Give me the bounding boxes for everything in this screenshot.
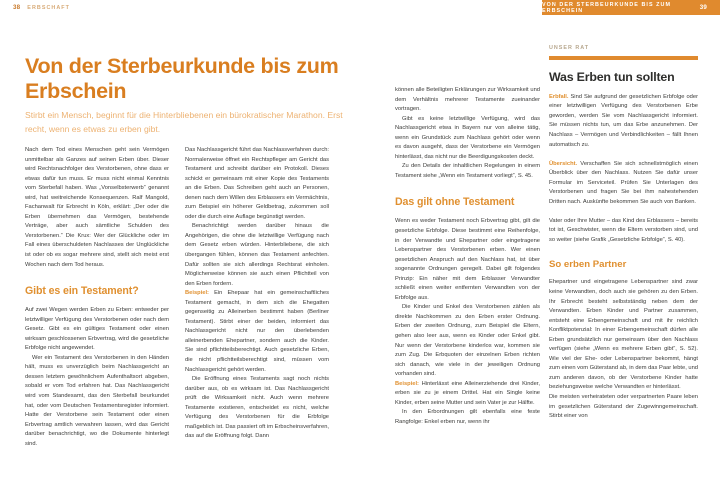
body-column-1 bbox=[25, 146, 169, 449]
body-column-2 bbox=[185, 146, 329, 442]
sidebar-body bbox=[549, 93, 698, 422]
body-column-3 bbox=[395, 86, 540, 428]
example-text: Ein Ehepaar hat ein gemeinschaftliches Testament gemacht, in dem sich die Ehegatten gegenseitig zu Alleinerben bestimmt haben (Berliner Testament). Stirbt einer der beiden, informiert das Nachlassgericht nicht nur den überlebenden alleinerbenden Ehepartner, sondern auch die Kinder. Sie sind pflichtteilsberechtigt. Auch gesetzliche Erben, die nicht pflichtteilsberechtigt sind, müssen vom Nachlassgericht gehört werden. bbox=[185, 290, 329, 373]
paragraph: Wenn es weder Testament noch Erbvertrag gibt, gilt die gesetzliche Erbfolge. Diese bestimmt eine Reihenfolge, in der Verwandte und Ehepartner oder eingetragene Lebenspartner des Verstorbenen erben. Wer einen gesetzlichen Anspruch auf den Nachlass hat, ist über sogenannte Ordnungen geregelt. Dabei gilt folgendes Prinzip: Ein näher mit dem Erblasser Verwandter schließt einen weiter entfernten Verwandten von der Erbfolge aus. bbox=[395, 218, 540, 301]
section-label-right: VON DER STERBEURKUNDE BIS ZUM ERBSCHEIN bbox=[542, 1, 671, 14]
paragraph: können alle Beteiligten Erklärungen zur Wirksamkeit und dem Verhältnis mehrerer Testamente zueinander vortragen. bbox=[395, 87, 540, 113]
paragraph: Ehepartner und eingetragene Lebenspartner sind zwar keine Verwandten, doch auch sie gehören zu den Erben. Ihr Erbrecht besteht selbstständig neben dem der Verwandten. Erben Kinder und Partner zusammen, entsteht eine Erbengemeinschaft und mit ihr reichlich Konfliktpotenzial: In einer Erbengemeinschaft dürfen alle Erben grundsätzlich nur gemeinsam über den Nachlass verfügen (siehe „Wenn es mehrere Erben gibt“, S. 52). Wie viel der Ehe- oder Lebenspartner bekommt, hängt zum einen vom Güterstand ab, in dem das Paar lebte, und zum anderen davon, ob der Verstorbene Kinder hatte beziehungsweise welche Verwandten er hinterlässt. bbox=[549, 279, 698, 391]
sidebar-rule bbox=[549, 56, 698, 60]
page-title: Von der Sterbeurkunde bis zum Erbschein bbox=[25, 54, 339, 104]
paragraph: Zu den Details der inhaltlichen Regelungen in einem Testament siehe „Wenn ein Testament vorliegt“, S. 45. bbox=[395, 163, 540, 179]
example-label: Beispiel: bbox=[395, 380, 419, 387]
example-label: Beispiel: bbox=[185, 290, 209, 297]
paragraph: Wer ein Testament des Verstorbenen in den Händen hält, muss es unverzüglich beim Nachlassgericht an dessen letztem gewöhnlichem Aufenthaltsort abgeben, sobald er vom Tod erfahren hat. Das Nachlassgericht wird vom Standesamt, das den Sterbefall beurkundet hat, oder vom Deutschen Testamentsregister informiert. Hatte der Verstorbene sein Testament oder einen Erbvertrag amtlich verwahren lassen, wird das Gericht darüber benachrichtigt, wo die Dokumente hinterlegt sind. bbox=[25, 354, 169, 447]
sidebar-item-label: Erbfall. bbox=[549, 93, 569, 100]
paragraph: Auf zwei Wegen werden Erben zu Erben: entweder per letztwilliger Verfügung des Verstorbenen oder nach dem Gesetz. Gibt es ein gültiges Testament oder einen wirksam geschlossenen Erbvertrag, wird die gesetzliche Erbfolge nicht angewendet. bbox=[25, 307, 169, 352]
folio-right: 39 bbox=[699, 4, 707, 11]
paragraph: In den Erbordnungen gilt ebenfalls eine feste Rangfolge: Enkel erben nur, wenn ihr bbox=[395, 409, 540, 425]
sidebar-item bbox=[549, 93, 698, 150]
example-text: Hinterlässt eine Alleinerziehende drei Kinder, erben sie zu je einem Drittel. Hat ein Single keine Kinder, erben seine Mutter und sein Vater je zur Hälfte. bbox=[395, 380, 540, 406]
sidebar-item-label: Übersicht. bbox=[549, 160, 578, 167]
sidebar-continuation: Vater oder Ihre Mutter – das Kind des Erblassers – bereits tot ist, Geschwister, wenn die Eltern verstorben sind, und so weiter (siehe Grafik „Gesetzliche Erbfolge“, S. 40). bbox=[549, 217, 698, 243]
sidebar-item-text: Verschaffen Sie sich schnellstmöglich einen Überblick über den Nachlass. Nutzen Sie dafür unser Formular im Serviceteil. Prüfen Sie Unterlagen des Verstorbenen und fragen Sie bei ihm nahestehenden Dritten nach. Auskünfte bekommen Sie auch von Banken. bbox=[549, 160, 698, 205]
example-paragraph bbox=[395, 380, 540, 409]
running-header bbox=[0, 0, 720, 15]
paragraph: Das Nachlassgericht führt das Nachlassverfahren durch: Normalerweise öffnet ein Rechtspfleger am Gericht das Testament und schreibt darüber ein Protokoll. Dieses schickt er gemeinsam mit einer Kopie des Testaments an die Erben. Das Schreiben geht auch an Personen, denen nach dem Willen des Erblassers ein Vermächtnis, zum Beispiel ein höherer Geldbetrag, zukommen soll oder die durch eine Auflage begünstigt werden. bbox=[185, 147, 329, 220]
paragraph: Die meisten verheirateten oder verpartnerten Paare leben im gesetzlichen Güterstand der Zugewinngemeinschaft. Stirbt einer von bbox=[549, 394, 698, 420]
running-header-left bbox=[0, 4, 70, 11]
paragraph: Die Kinder und Enkel des Verstorbenen zählen als direkte Nachkommen zu den Erben erster Ordnung. Erben der zweiten Ordnung, zum Beispiel die Eltern, gehen also leer aus, wenn es Kinder oder Enkel gibt. Nur wenn der Verstorbene kinderlos war, kommen sie zum Zug. Die Erbquoten der einzelnen Erben richten sich danach, wie viele in der jeweiligen Ordnung vorhanden sind. bbox=[395, 304, 540, 378]
folio-left: 38 bbox=[13, 4, 21, 11]
sidebar-item bbox=[549, 160, 698, 208]
page-subtitle: Stirbt ein Mensch, beginnt für die Hinterbliebenen ein bürokratischer Marathon. Erst recht, wenn es etwas zu erben gibt. bbox=[25, 109, 343, 135]
spacer bbox=[549, 150, 698, 160]
paragraph: Gibt es keine letztwillige Verfügung, wird das Nachlassgericht etwa in Bayern nur von alleine tätig, wenn ein Grundstück zum Nachlass gehört oder wenn es davon ausgeht, dass der Verstorbene ein Vermögen hinterlässt, das nicht nur die Beerdigungskosten deckt. bbox=[395, 115, 540, 160]
paragraph: Nach dem Tod eines Menschen geht sein Vermögen unmittelbar als Ganzes auf seinen Erben über. Dieser wird Rechtsnachfolger des Verstorbenen, ohne dass er etwas dafür tun muss. Er muss nicht einmal Kenntnis vom Sterbefall haben. Was „Vonselbsterwerb“ genannt wird, hat weitreichende Konsequenzen. Ralf Mangold, Fachanwalt für Erbrecht in Köln, erklärt: „Der oder die Erben übernehmen das Vermögen, bestehende Verträge, aber auch sämtliche Schulden des Verstorbenen.“ Die Krux: Wer der Glückliche oder im Fall eines überschuldeten Nachlasses der Unglückliche ist oder ob es sogar mehrere sind, stellt sich meist erst Wochen nach dem Tod heraus. bbox=[25, 147, 169, 268]
sidebar-unser-rat bbox=[549, 45, 698, 422]
sidebar-item-text: Sind Sie aufgrund der gesetzlichen Erbfolge oder einer letztwilligen Verfügung des Verstorbenen Erbe geworden, werden Sie vom Nachlassgericht informiert. Sie müssen nichts tun, um das Erbe anzunehmen. Der Nachlass – Vermögen und Verbindlichkeiten – fällt Ihnen automatisch zu. bbox=[549, 93, 698, 148]
section-heading-ohne-testament: Das gilt ohne Testament bbox=[395, 196, 515, 209]
sidebar-section-heading-partner: So erben Partner bbox=[549, 259, 627, 271]
section-label-left: ERBSCHAFT bbox=[27, 5, 70, 11]
sidebar-title: Was Erben tun sollten bbox=[549, 69, 675, 84]
sidebar-kicker: UNSER RAT bbox=[549, 45, 590, 51]
section-heading-testament: Gibt es ein Testament? bbox=[25, 285, 139, 298]
paragraph: Die Eröffnung eines Testaments sagt noch nichts darüber aus, ob es wirksam ist. Das Nachlassgericht prüft die Wirksamkeit nicht. Auch wenn mehrere Testamente existieren, entscheidet es nicht, welche Verfügung des Verstorbenen für die Erbfolge maßgeblich ist. Das passiert oft im Erbscheinsverfahren, das auf die Eröffnung folgt. Dann bbox=[185, 376, 329, 440]
running-header-band bbox=[542, 0, 720, 15]
spacer bbox=[549, 207, 698, 217]
example-paragraph bbox=[185, 289, 329, 375]
paragraph: Benachrichtigt werden darüber hinaus die Angehörigen, die ohne die letztwillige Verfügung nach dem Gesetz erben würden. Hinterbliebene, die sich übergangen fühlen, können das Testament anfechten. Dafür sollten sie sich allerdings Rechtsrat einholen. Möglicherweise können sie auch einen Pflichtteil von den Erben fordern. bbox=[185, 223, 329, 287]
